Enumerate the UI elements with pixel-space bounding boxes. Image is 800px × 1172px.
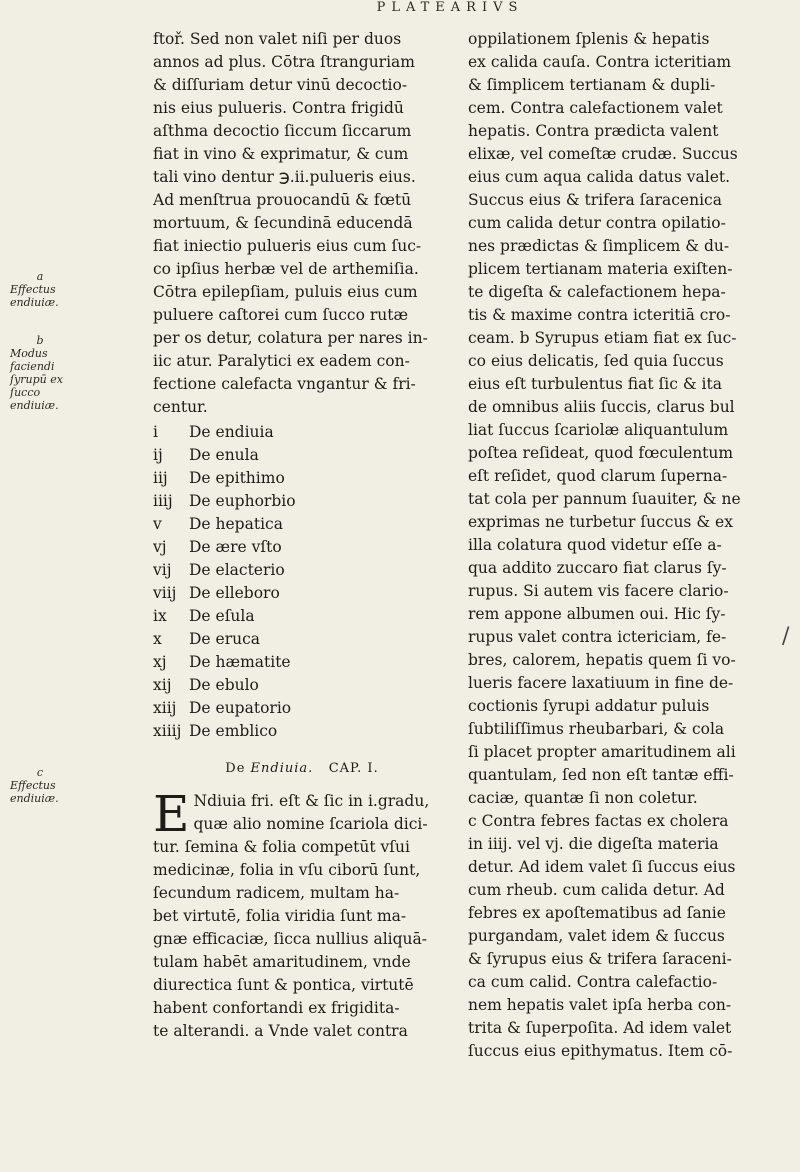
right-column [468, 28, 786, 1063]
chapter-list-item [153, 720, 451, 743]
text-line: trita & ſuperpoſita. Ad idem valet [468, 1019, 732, 1037]
chapter-number: viij [153, 584, 177, 602]
text-line: plicem tertianam materia exiſten- [468, 260, 733, 278]
text-line: oppilationem ſplenis & hepatis [468, 30, 710, 48]
text-line: nis eius pulueris. Contra frigidū [153, 99, 404, 117]
text-line: hepatis. Contra prædicta valent [468, 122, 719, 140]
text-line: mortuum, & ſecundinā educendā [153, 214, 413, 232]
text-line: Cōtra epilepſiam, puluis eius cum [153, 283, 418, 301]
text-line: medicinæ, folia in vſu ciborū ſunt, [153, 861, 421, 879]
text-line: tat cola per pannum ſuauiter, & ne [468, 490, 741, 508]
text-line: rupus. Si autem vis facere clario- [468, 582, 729, 600]
text-line: ſubtiliſſimus rheubarbari, & cola [468, 720, 725, 738]
text-line: gnæ efficaciæ, ſicca nullius aliquā- [153, 930, 427, 948]
chapter-list-item [153, 674, 451, 697]
chapter-name: De epithimo [189, 469, 285, 487]
text-line: rem appone albumen oui. Hic ſy- [468, 605, 726, 623]
text-line: c Contra febres factas ex cholera [468, 812, 729, 830]
chapter-name: De emblico [189, 722, 278, 740]
text-line: & ſimplicem tertianam & dupli- [468, 76, 716, 94]
text-line: ſuccus eius epithymatus. Item cō- [468, 1042, 733, 1060]
text-line: exprimas ne turbetur ſuccus & ex [468, 513, 733, 531]
text-line: Ndiuia fri. eſt & ſic in i.gradu, [193, 792, 430, 810]
text-line: fectione calefacta vngantur & fri- [153, 375, 416, 393]
chapter-number: vij [153, 561, 172, 579]
text-line: purgandam, valet idem & ſuccus [468, 927, 725, 945]
marginal-stroke: / [782, 624, 790, 649]
chapter-list-item [153, 651, 451, 674]
margin-note-text: Modus faciendi ſyrupū ex ſucco endiuiæ. [10, 347, 63, 412]
chapter-list-item [153, 513, 451, 536]
chapter-list-item [153, 536, 451, 559]
chapter-number: v [153, 515, 162, 533]
chapter-list-item [153, 444, 451, 467]
chapter-name: De elacterio [189, 561, 285, 579]
text-line: co ipſius herbæ vel de arthemiſia. [153, 260, 419, 278]
chapter-number: xiij [153, 699, 177, 717]
text-line: tis & maxime contra icteritiā cro- [468, 306, 731, 324]
dropcap-initial: E [153, 785, 190, 843]
text-line: diurectica ſunt & pontica, virtutē [153, 976, 414, 994]
chapter-list-item [153, 697, 451, 720]
chapter-heading-prefix: De [225, 761, 246, 776]
right-text-block [468, 28, 786, 1063]
text-line: cem. Contra calefactionem valet [468, 99, 723, 117]
text-line: elixæ, vel comeſtæ crudæ. Succus [468, 145, 738, 163]
text-line: de omnibus aliis ſuccis, clarus bul [468, 398, 735, 416]
margin-note-letter: c [36, 766, 44, 779]
margin-note-b [10, 334, 70, 412]
text-line: qua addito zuccaro fiat clarus ſy- [468, 559, 727, 577]
text-line: fiat in vino & exprimatur, & cum [153, 145, 409, 163]
text-line: eius cum aqua calida datus valet. [468, 168, 731, 186]
chapter-name: De endiuia [189, 423, 274, 441]
chapter-name: De ære vſto [189, 538, 282, 556]
chapter-number: iij [153, 469, 168, 487]
text-line: Succus eius & trifera ſaracenica [468, 191, 722, 209]
chapter-name: De hæmatite [189, 653, 291, 671]
margin-note-text: Effectus endiuiæ. [10, 779, 59, 805]
text-line: aſthma decoctio ſiccum ſiccarum [153, 122, 412, 140]
text-line: illa colatura quod videtur eſſe a- [468, 536, 722, 554]
chapter-name: De ebulo [189, 676, 259, 694]
text-line: nem hepatis valet ipſa herba con- [468, 996, 732, 1014]
chapter-name: De eruca [189, 630, 261, 648]
text-line: centur. [153, 398, 208, 416]
text-line: te digeſta & calefactionem hepa- [468, 283, 726, 301]
chapter-text [153, 785, 451, 1043]
left-text-block [153, 28, 451, 419]
text-line: tur. ſemina & folia competūt vſui [153, 838, 410, 856]
chapter-list-item [153, 421, 451, 444]
chapter-list-item [153, 490, 451, 513]
text-line: Ad menſtrua prouocandū & fœtū [153, 191, 412, 209]
chapter-name: De enula [189, 446, 259, 464]
text-line: febres ex apoſtematibus ad ſanie [468, 904, 726, 922]
text-line: caciæ, quantæ ſi non coletur. [468, 789, 698, 807]
text-line: ſecundum radicem, multam ha- [153, 884, 400, 902]
chapter-number: xj [153, 653, 167, 671]
chapter-number: xij [153, 676, 172, 694]
text-line: te alterandi. a Vnde valet contra [153, 1022, 408, 1040]
text-line: tali vino dentur ℈.ii.pulueris eius. [153, 168, 416, 186]
running-head: PLATEARIVS [376, 0, 524, 15]
margin-note-letter: b [36, 334, 44, 347]
text-line: co eius delicatis, ſed quia ſuccus [468, 352, 724, 370]
chapter-name: De euphorbio [189, 492, 296, 510]
text-line: eſt reſidet, quod clarum ſuperna- [468, 467, 728, 485]
chapter-heading [153, 757, 451, 780]
text-line: ex calida cauſa. Contra icteritiam [468, 53, 732, 71]
chapter-list-item [153, 559, 451, 582]
text-line: habent confortandi ex frigidita- [153, 999, 400, 1017]
chapter-heading-title: Endiuia. [250, 761, 314, 776]
chapter-number: iiij [153, 492, 173, 510]
text-line: bet virtutē, folia viridia ſunt ma- [153, 907, 407, 925]
chapter-number: vj [153, 538, 167, 556]
chapter-name: De eſula [189, 607, 255, 625]
text-line: cum rheub. cum calida detur. Ad [468, 881, 725, 899]
chapter-number: x [153, 630, 162, 648]
text-line: annos ad plus. Cōtra ſtranguriam [153, 53, 415, 71]
text-line: coctionis ſyrupi addatur puluis [468, 697, 710, 715]
text-line: ſi placet propter amaritudinem ali [468, 743, 736, 761]
text-line: liat ſuccus ſcariolæ aliquantulum [468, 421, 729, 439]
text-line: nes prædictas & ſimplicem & du- [468, 237, 730, 255]
chapter-list-item [153, 582, 451, 605]
text-line: bres, calorem, hepatis quem ſi vo- [468, 651, 736, 669]
chapter-number: i [153, 423, 158, 441]
text-line: rupus valet contra ictericiam, fe- [468, 628, 727, 646]
chapter-list [153, 421, 451, 743]
margin-note-a [10, 270, 70, 309]
chapter-list-item [153, 605, 451, 628]
chapter-number: ij [153, 446, 163, 464]
text-line: fiat iniectio pulueris eius cum ſuc- [153, 237, 422, 255]
chapter-name: De elleboro [189, 584, 280, 602]
chapter-list-item [153, 467, 451, 490]
text-line: per os detur, colatura per nares in- [153, 329, 428, 347]
text-line: detur. Ad idem valet ſi ſuccus eius [468, 858, 736, 876]
chapter-name: De hepatica [189, 515, 283, 533]
text-line: iic atur. Paralytici ex eadem con- [153, 352, 410, 370]
text-line: lueris facere laxatiuum in fine de- [468, 674, 734, 692]
text-line: tulam habēt amaritudinem, vnde [153, 953, 411, 971]
left-column [153, 28, 451, 1043]
text-line: ceam. b Syrupus etiam fiat ex ſuc- [468, 329, 737, 347]
text-line: cum calida detur contra opilatio- [468, 214, 726, 232]
text-line: quæ alio nomine ſcariola dici- [193, 815, 428, 833]
chapter-heading-cap: CAP. I. [328, 761, 379, 776]
text-line: puluere caſtorei cum ſucco rutæ [153, 306, 409, 324]
chapter-number: xiiij [153, 722, 182, 740]
chapter-list-item [153, 628, 451, 651]
chapter-number: ix [153, 607, 167, 625]
text-line: ftoř. Sed non valet niſi per duos [153, 30, 402, 48]
text-line: & ſyrupus eius & trifera ſaraceni- [468, 950, 732, 968]
margin-note-c [10, 766, 70, 805]
chapter-name: De eupatorio [189, 699, 292, 717]
text-line: quantulam, ſed non eſt tantæ effi- [468, 766, 734, 784]
margin-note-text: Effectus endiuiæ. [10, 283, 59, 309]
text-line: ca cum calid. Contra calefactio- [468, 973, 718, 991]
text-line: & diſſuriam detur vinū decoctio- [153, 76, 408, 94]
text-line: eius eſt turbulentus fiat ſic & ita [468, 375, 722, 393]
text-line: in iiij. vel vj. die digeſta materia [468, 835, 719, 853]
text-line: poſtea reſideat, quod fœculentum [468, 444, 734, 462]
chapter-text-lines [153, 785, 451, 1043]
margin-note-letter: a [36, 270, 44, 283]
